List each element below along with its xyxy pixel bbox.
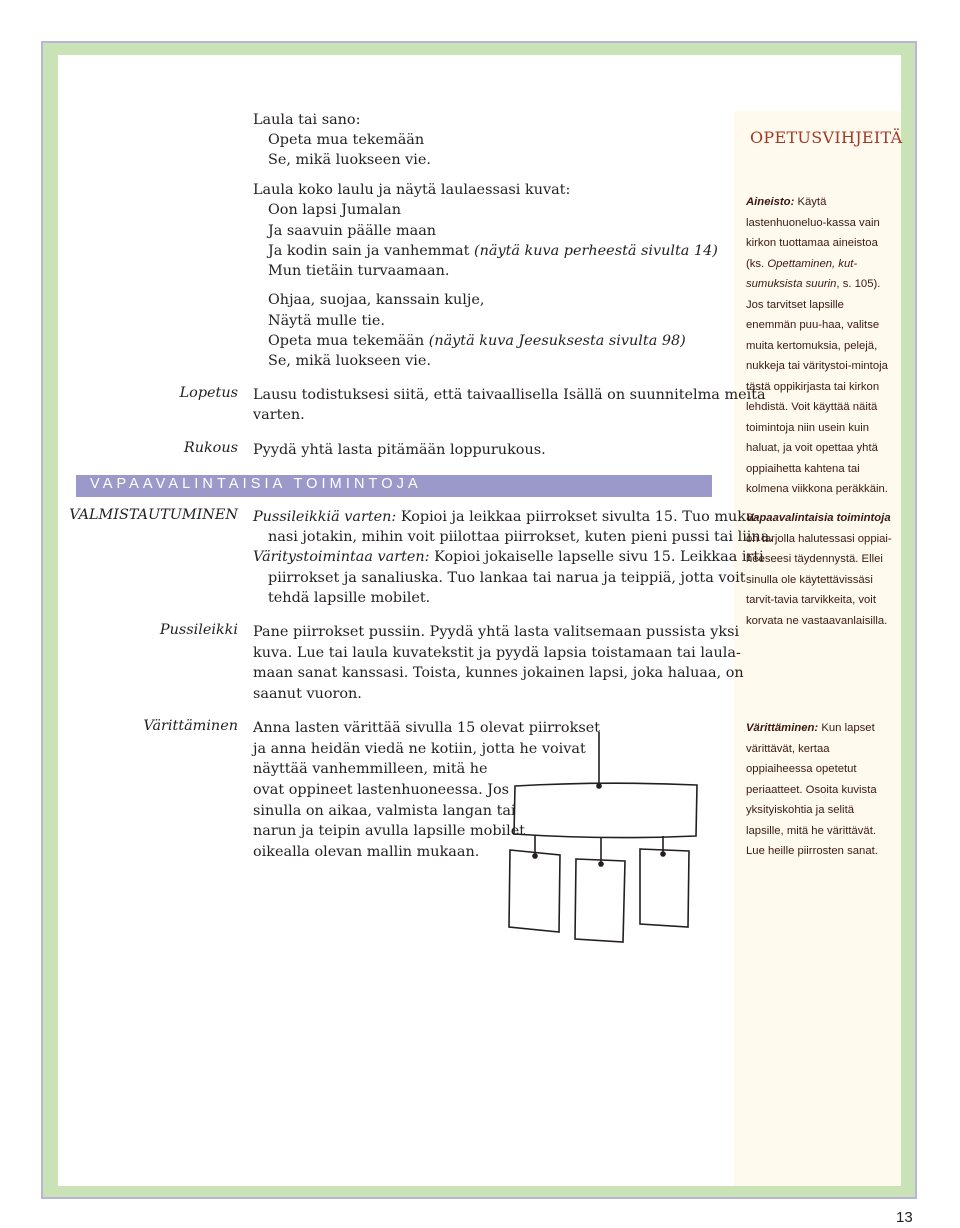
sidebar-note-ref: Opettaminen, kut-sumuksista suurin — [746, 257, 858, 290]
sidebar-note-aineisto — [746, 192, 894, 500]
text-line: Pane piirrokset pussiin. Pyydä yhtä lasta valitsemaan pussista yksi — [253, 624, 740, 640]
section-banner — [76, 475, 712, 497]
text-line: näyttää vanhemmilleen, mitä he — [253, 761, 488, 777]
text-line: Se, mikä luokseen vie. — [268, 353, 431, 369]
text-line: Ohjaa, suojaa, kanssain kulje, — [268, 292, 485, 308]
text-line: saanut vuoron. — [253, 686, 362, 702]
text-line: nasi jotakin, mihin voit piilottaa piirrokset, kuten pieni pussi tai liina. — [268, 529, 774, 545]
text-line — [268, 331, 686, 352]
text-line: varten. — [253, 407, 305, 423]
text-line: narun ja teipin avulla lapsille mobilet — [253, 823, 526, 839]
sidebar-note-label: Vapaavalintaisia toimintoja — [746, 512, 891, 524]
sidebar-note-vapaavalintaisia — [746, 508, 894, 631]
label-varittaminen: Värittäminen — [143, 718, 238, 734]
text-line: maan sanat kanssasi. Toista, kunnes jokainen lapsi, joka haluaa, on — [253, 665, 744, 681]
text-line: Laula tai sano: — [253, 112, 361, 128]
text-line: Näytä mulle tie. — [268, 313, 385, 329]
page-number: 13 — [896, 1209, 913, 1226]
label-lopetus: Lopetus — [179, 385, 238, 401]
sidebar-note-text: Kun lapset värittävät, kertaa oppiaiheessa opetetut periaatteet. Osoita kuvista yksityiskohtia ja selitä lapsille, mitä he värittävät. Lue heille piirrosten sanat. — [746, 722, 878, 857]
label-rukous: Rukous — [183, 440, 238, 456]
text-span: Opeta mua tekemään — [268, 333, 429, 349]
text-line — [253, 507, 759, 528]
text-line: ja anna heidän viedä ne kotiin, jotta he voivat — [253, 741, 586, 757]
text-line: Opeta mua tekemään — [268, 132, 425, 148]
sidebar-note-text: Käytä lastenhuoneluo-kassa vain kirkon tuottamaa aineistoa (ks. — [746, 196, 880, 270]
label-valmistautuminen: VALMISTAUTUMINEN — [69, 507, 238, 523]
text-line — [253, 547, 764, 568]
sidebar-note-text: , s. 105). Jos tarvitset lapsille enemmän puu-haa, valitse muita kertomuksia, pelejä, nukkeja tai väritystoi-mintoja tästä oppikirjasta tai kirkon lehdistä. Voit käyttää näitä toimintoja niin usein kuin haluat, ja voit opettaa yhtä oppiaihetta kahtena tai kolmena viikkona peräkkäin. — [746, 278, 888, 495]
text-span-italic: (näytä kuva Jeesuksesta sivulta 98) — [428, 333, 686, 349]
text-line: Lausu todistuksesi siitä, että taivaallisella Isällä on suunnitelma meitä — [253, 387, 766, 403]
section-banner-title: VAPAAVALINTAISIA TOIMINTOJA — [90, 476, 422, 492]
text-line: oikealla olevan mallin mukaan. — [253, 844, 480, 860]
text-line — [268, 241, 718, 262]
text-line: Anna lasten värittää sivulla 15 olevat piirrokset — [253, 720, 601, 736]
text-span: Kopioi ja leikkaa piirrokset sivulta 15. Tuo muka- — [400, 509, 760, 525]
text-line: sinulla on aikaa, valmista langan tai — [253, 803, 516, 819]
sidebar-title: OPETUSVIHJEITÄ — [750, 128, 903, 147]
text-line: Oon lapsi Jumalan — [268, 202, 401, 218]
text-line: Laula koko laulu ja näytä laulaessasi kuvat: — [253, 182, 571, 198]
sidebar-note-varittaminen — [746, 718, 894, 862]
sidebar-note-label: Värittäminen: — [746, 722, 819, 734]
text-span-italic: Väritystoimintaa varten: — [253, 549, 435, 565]
text-line: Se, mikä luokseen vie. — [268, 152, 431, 168]
text-line: Pyydä yhtä lasta pitämään loppurukous. — [253, 442, 546, 458]
text-line: tehdä lapsille mobilet. — [268, 590, 431, 606]
sidebar-note-text: on tarjolla halutessasi oppiai-heeseesi täydennystä. Ellei sinulla ole käytettävissäsi tarvit-tavia tarvikkeita, voit korvata ne vastaavanlaisilla. — [746, 532, 892, 627]
text-span-italic: Pussileikkiä varten: — [253, 509, 401, 525]
text-span-italic: (näytä kuva perheestä sivulta 14) — [473, 243, 718, 259]
mobile-illustration — [495, 728, 710, 953]
text-line: Ja saavuin päälle maan — [268, 223, 437, 239]
text-span: Ja kodin sain ja vanhemmat — [268, 243, 474, 259]
text-line: Mun tietäin turvaamaan. — [268, 263, 450, 279]
text-span: Kopioi jokaiselle lapselle sivu 15. Leikkaa irti — [434, 549, 764, 565]
text-line: ovat oppineet lastenhuoneessa. Jos — [253, 782, 510, 798]
text-line: piirrokset ja sanaliuska. Tuo lankaa tai narua ja teippiä, jotta voit — [268, 570, 746, 586]
text-line: kuva. Lue tai laula kuvatekstit ja pyydä lapsia toistamaan tai laula- — [253, 645, 741, 661]
label-pussileikki: Pussileikki — [159, 622, 238, 638]
sidebar-note-label: Aineisto: — [746, 196, 795, 208]
